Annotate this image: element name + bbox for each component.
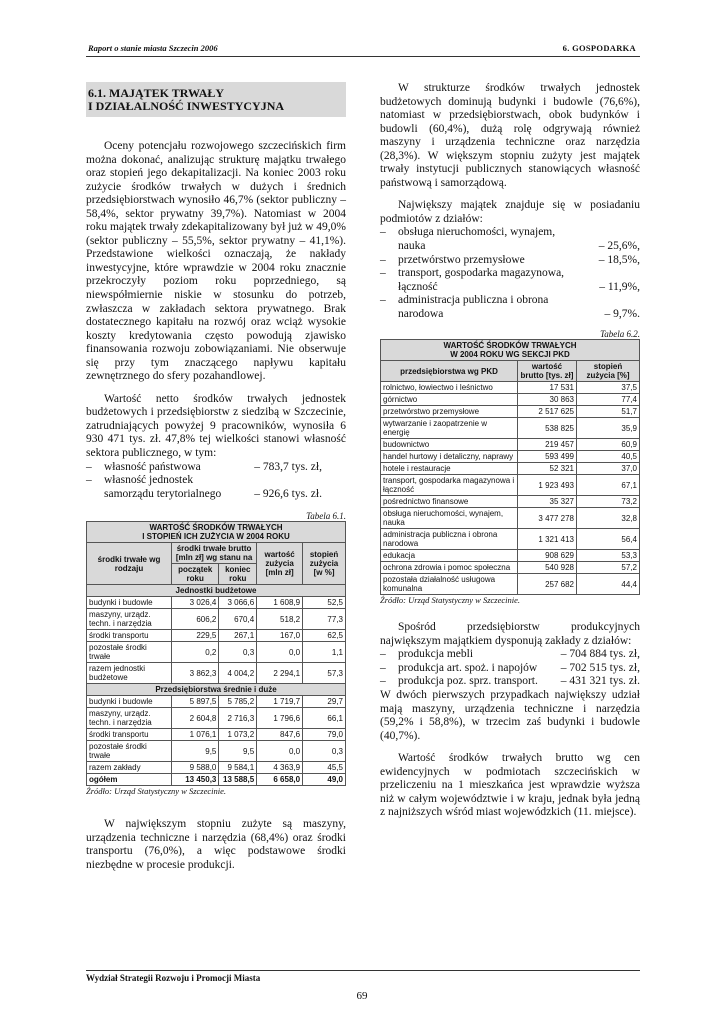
cell-value: 40,5 (577, 451, 640, 463)
cell-value: 5 785,2 (219, 696, 257, 708)
list-dash: – (380, 675, 386, 688)
cell-value: 79,0 (303, 729, 346, 741)
col-header: wartość zużycia [mln zł] (257, 543, 303, 585)
cell-value: 57,3 (303, 663, 346, 684)
list-value: – 704 884 tys. zł, (560, 648, 640, 661)
list-item (380, 662, 640, 676)
cell-value: 538 825 (518, 418, 577, 439)
cell-value: 9,5 (219, 741, 257, 762)
cell-value: 62,5 (303, 630, 346, 642)
cell-value: 593 499 (518, 451, 577, 463)
cell-value: 29,7 (303, 696, 346, 708)
table-row (87, 597, 346, 609)
col-header: stopień zużycia [%] (577, 361, 640, 382)
cell-value: 44,4 (577, 574, 640, 595)
col-header: przedsiębiorstwa wg PKD (381, 361, 518, 382)
list-value: – 783,7 tys. zł, (254, 460, 322, 473)
col-header: wartość brutto [tys. zł] (518, 361, 577, 382)
page-number: 69 (356, 990, 368, 1002)
cell-value: 3 477 278 (518, 508, 577, 529)
cell-value: 3 066,6 (219, 597, 257, 609)
fixed-assets-table (86, 521, 346, 786)
cell-value: 17 531 (518, 382, 577, 394)
row-label: edukacja (381, 550, 518, 562)
cell-value: 9 584,1 (219, 762, 257, 774)
cell-value: 540 928 (518, 562, 577, 574)
cell-value: 56,4 (577, 529, 640, 550)
col-header: stopień zużycia [w %] (303, 543, 346, 585)
list-item (86, 488, 346, 502)
table-row (381, 406, 640, 418)
row-label: wytwarzanie i zaopatrzenie w energię (381, 418, 518, 439)
col-header: środki trwałe brutto [mln zł] wg stanu na (172, 543, 257, 564)
cell-value: 0,3 (219, 642, 257, 663)
cell-value: 518,2 (257, 609, 303, 630)
row-label: pozostałe środki trwałe (87, 741, 172, 762)
table-row (87, 729, 346, 741)
row-label: pośrednictwo finansowe (381, 496, 518, 508)
row-label: administracja publiczna i obrona narodowa (381, 529, 518, 550)
table-caption: Tabela 6.2. (600, 329, 640, 340)
list-label: narodowa (398, 307, 444, 320)
table-row (381, 574, 640, 595)
cell-value: 13 450,3 (172, 774, 219, 786)
col-header: początek roku (172, 564, 219, 585)
list-item (380, 281, 640, 295)
paragraph: Największy majątek znajduje się w posiadaniu podmiotów z działów: (380, 199, 640, 225)
table-row (381, 475, 640, 496)
list-item (380, 308, 640, 322)
table-row (381, 463, 640, 475)
cell-value: 13 588,5 (219, 774, 257, 786)
list-label: produkcja mebli (398, 648, 474, 661)
row-label: budynki i budowle (87, 696, 172, 708)
cell-value: 6 658,0 (257, 774, 303, 786)
list-dash: – (380, 648, 386, 661)
cell-value: 1 608,9 (257, 597, 303, 609)
row-label: pozostała działalność usługowa komunalna (381, 574, 518, 595)
list-label: łączność (398, 280, 438, 293)
cell-value: 1 796,6 (257, 708, 303, 729)
section-title (86, 82, 346, 117)
cell-value: 1 321 413 (518, 529, 577, 550)
cell-value: 0,0 (257, 741, 303, 762)
row-label: przetwórstwo przemysłowe (381, 406, 518, 418)
right-column (380, 82, 640, 820)
row-label: transport, gospodarka magazynowa i łączność (381, 475, 518, 496)
list-item (380, 648, 640, 662)
cell-value: 229,5 (172, 630, 219, 642)
table-row (87, 642, 346, 663)
cell-value: 1 073,2 (219, 729, 257, 741)
running-header (86, 42, 640, 57)
list-dash: – (380, 661, 386, 674)
table-row (381, 394, 640, 406)
section-title-line1: 6.1. MAJĄTEK TRWAŁY (88, 86, 225, 100)
row-label: budownictwo (381, 439, 518, 451)
list-value: – 926,6 tys. zł. (254, 487, 322, 500)
cell-value: 30 863 (518, 394, 577, 406)
paragraph: Wartość środków trwałych brutto wg cen ewidencyjnych w podmiotach szczecińskich w przeliczeniu na 1 mieszkańca jest wprawdzie wyższa niż w całym województwie i w kraju, jednak była jedną z najniższych wśród miast wojewódzkich (11. miejsce). (380, 752, 640, 819)
cell-value: 77,3 (303, 609, 346, 630)
cell-value: 2 294,1 (257, 663, 303, 684)
table-source: Źródło: Urząd Statystyczny w Szczecinie. (380, 595, 520, 606)
table-title: WARTOŚĆ ŚRODKÓW TRWAŁYCH I STOPIEŃ ICH ZUŻYCIA W 2004 ROKU (87, 522, 346, 543)
cell-value: 0,3 (303, 741, 346, 762)
list-dash: – (86, 474, 92, 487)
col-header: koniec roku (219, 564, 257, 585)
row-label: pozostałe środki trwałe (87, 642, 172, 663)
cell-value: 3 862,3 (172, 663, 219, 684)
row-label: środki transportu (87, 729, 172, 741)
row-label: rolnictwo, łowiectwo i leśnictwo (381, 382, 518, 394)
cell-value: 219 457 (518, 439, 577, 451)
list-value: – 25,6%, (598, 240, 640, 253)
cell-value: 167,0 (257, 630, 303, 642)
list-label: własność państwowa (104, 460, 201, 473)
table-row (87, 708, 346, 729)
cell-value: 9,5 (172, 741, 219, 762)
cell-value: 52,5 (303, 597, 346, 609)
paragraph: W dwóch pierwszych przypadkach największy udział mają maszyny, urządzenia techniczne i narzędzia (59,2% i 58,8%), w trzecim zaś budynki i budowle (40,7%). (380, 689, 640, 742)
list-value: – 431 321 tys. zł. (560, 675, 640, 688)
table-row (381, 439, 640, 451)
cell-value: 9 588,0 (172, 762, 219, 774)
list-item (380, 254, 640, 268)
cell-value: 606,2 (172, 609, 219, 630)
list-value: – 11,9%, (599, 280, 640, 293)
table-row (87, 741, 346, 762)
table-caption: Tabela 6.1. (306, 511, 346, 522)
table-source: Źródło: Urząd Statystyczny w Szczecinie. (86, 786, 226, 797)
list-item (86, 461, 346, 475)
col-header: środki trwałe wg rodzaju (87, 543, 172, 585)
list-value: – 9,7%. (604, 307, 640, 320)
row-label: hotele i restauracje (381, 463, 518, 475)
cell-value: 37,5 (577, 382, 640, 394)
cell-value: 52 321 (518, 463, 577, 475)
list-item (380, 240, 640, 254)
pkd-table (380, 339, 640, 595)
list-item (380, 675, 640, 689)
table-row (381, 418, 640, 439)
list-value: – 702 515 tys. zł, (560, 661, 640, 674)
industries-list (380, 648, 640, 689)
row-label: środki transportu (87, 630, 172, 642)
cell-value: 35 327 (518, 496, 577, 508)
cell-value: 35,9 (577, 418, 640, 439)
cell-value: 0,0 (257, 642, 303, 663)
row-label: maszyny, urządz. techn. i narzędzia (87, 708, 172, 729)
list-dash: – (380, 294, 386, 307)
list-label: transport, gospodarka magazynowa, (398, 267, 565, 280)
row-label: handel hurtowy i detaliczny, naprawy (381, 451, 518, 463)
table-row (87, 696, 346, 708)
cell-value: 908 629 (518, 550, 577, 562)
table-row (87, 630, 346, 642)
row-label: budynki i budowle (87, 597, 172, 609)
row-label: maszyny, urządz. techn. i narzędzia (87, 609, 172, 630)
left-column (86, 82, 346, 872)
cell-value: 2 517 625 (518, 406, 577, 418)
table-row (87, 663, 346, 684)
cell-value: 4 363,9 (257, 762, 303, 774)
cell-value: 45,5 (303, 762, 346, 774)
table-row (87, 609, 346, 630)
list-dash: – (380, 253, 386, 266)
table-title: WARTOŚĆ ŚRODKÓW TRWAŁYCH W 2004 ROKU WG SEKCJI PKD (381, 340, 640, 361)
list-item (86, 474, 346, 488)
table-subheader: Jednostki budżetowe (87, 585, 346, 597)
table-subheader: Przedsiębiorstwa średnie i duże (87, 684, 346, 696)
list-label: produkcja poz. sprz. transport. (398, 675, 538, 688)
paragraph: W największym stopniu zużyte są maszyny, urządzenia techniczne i narzędzia (68,4%) oraz środki transportu (76,0%), a więc podstawowe środki niezbędne w procesie produkcji. (86, 818, 346, 871)
list-value: – 18,5%, (598, 253, 640, 266)
row-label: razem jednostki budżetowe (87, 663, 172, 684)
cell-value: 3 026,4 (172, 597, 219, 609)
list-dash: – (380, 267, 386, 280)
list-label: nauka (398, 240, 426, 253)
list-dash: – (380, 226, 386, 239)
cell-value: 1 076,1 (172, 729, 219, 741)
list-label: produkcja art. spoż. i napojów (398, 661, 538, 674)
cell-value: 1 923 493 (518, 475, 577, 496)
table-row (381, 451, 640, 463)
list-item (380, 267, 640, 281)
cell-value: 49,0 (303, 774, 346, 786)
list-dash: – (86, 460, 92, 473)
table-row (381, 562, 640, 574)
cell-value: 57,2 (577, 562, 640, 574)
paragraph: Spośród przedsiębiorstw produkcyjnych największym majątkiem dysponują zakłady z działów: (380, 621, 640, 647)
list-item (380, 226, 640, 240)
row-label: razem zakłady (87, 762, 172, 774)
paragraph: W strukturze środków trwałych jednostek budżetowych dominują budynki i budowle (76,6%), natomiast w przedsiębiorstwach, obok budynków i budowli (60,4%), dużą rolę odgrywają również maszyny i urządzenia techniczne oraz narzędzia (28,3%). W większym stopniu zużyty jest majątek trwały instytucji publicznych stanowiących własność państwową i samorządową. (380, 82, 640, 189)
list-label: własność jednostek (104, 474, 194, 487)
table-row (381, 529, 640, 550)
list-label: administracja publiczna i obrona (398, 294, 549, 307)
row-label: ochrona zdrowia i pomoc społeczna (381, 562, 518, 574)
cell-value: 32,8 (577, 508, 640, 529)
cell-value: 847,6 (257, 729, 303, 741)
cell-value: 257 682 (518, 574, 577, 595)
table-row (381, 382, 640, 394)
cell-value: 77,4 (577, 394, 640, 406)
cell-value: 2 604,8 (172, 708, 219, 729)
cell-value: 4 004,2 (219, 663, 257, 684)
row-label: górnictwo (381, 394, 518, 406)
table-row (381, 496, 640, 508)
ownership-list (86, 461, 346, 502)
sectors-list (380, 226, 640, 321)
cell-value: 51,7 (577, 406, 640, 418)
list-label: przetwórstwo przemysłowe (398, 253, 525, 266)
paragraph: Oceny potencjału rozwojowego szczecińskich firm można dokonać, analizując strukturę majątku trwałego oraz stopień jego dekapitalizacji. Na koniec 2003 roku zużycie środków trwałych w dużych i średnich przedsiębiorstwach wynosiło 46,7% (sektor publiczny – 58,4%, sektor prywatny 39,7%). Natomiast w 2004 roku majątek trwały zdekapitalizowany był już w 49,0% (sektor publiczny – 55,5%, sektor prywatny – 41,1%). Przedstawione wielkości oznaczają, że nakłady inwestycyjne, które wprawdzie w 2004 roku znacznie przekroczyły poziom roku poprzedniego, są niewspółmiernie niskie w stosunku do potrzeb, zwłaszcza w zakładach sektora prywatnego. Brak dostatecznego kapitału na rozwój oraz wciąż wysokie koszty kredytowania często powodują zjawisko finansowania rozwoju zobowiązaniami. Nie obserwuje się przy tym znaczącego napływu kapitału zewnętrznego do sfery pozahandlowej. (86, 140, 346, 383)
cell-value: 0,2 (172, 642, 219, 663)
cell-value: 1,1 (303, 642, 346, 663)
cell-value: 53,3 (577, 550, 640, 562)
table-row (381, 550, 640, 562)
cell-value: 37,0 (577, 463, 640, 475)
table-total-row (87, 774, 346, 786)
cell-value: 5 897,5 (172, 696, 219, 708)
row-label: obsługa nieruchomości, wynajem, nauka (381, 508, 518, 529)
header-right: 6. GOSPODARKA (562, 43, 636, 53)
list-label: samorządu terytorialnego (104, 487, 222, 500)
cell-value: 267,1 (219, 630, 257, 642)
table-row (381, 508, 640, 529)
paragraph: Wartość netto środków trwałych jednostek budżetowych i przedsiębiorstw z siedzibą w Szczecinie, zatrudniających powyżej 9 pracowników, wynosiła 6 930 471 tys. zł. 47,8% tej wielkości stanowi własność sektora publicznego, w tym: (86, 392, 346, 460)
cell-value: 1 719,7 (257, 696, 303, 708)
cell-value: 67,1 (577, 475, 640, 496)
list-item (380, 294, 640, 308)
cell-value: 670,4 (219, 609, 257, 630)
footer: Wydział Strategii Rozwoju i Promocji Miasta (86, 970, 640, 983)
cell-value: 73,2 (577, 496, 640, 508)
list-label: obsługa nieruchomości, wynajem, (398, 226, 556, 239)
row-label: ogółem (87, 774, 172, 786)
table-row (87, 762, 346, 774)
cell-value: 60,9 (577, 439, 640, 451)
section-title-line2: I DZIAŁALNOŚĆ INWESTYCYJNA (88, 99, 285, 113)
header-left: Raport o stanie miasta Szczecin 2006 (88, 43, 218, 53)
cell-value: 2 716,3 (219, 708, 257, 729)
cell-value: 66,1 (303, 708, 346, 729)
